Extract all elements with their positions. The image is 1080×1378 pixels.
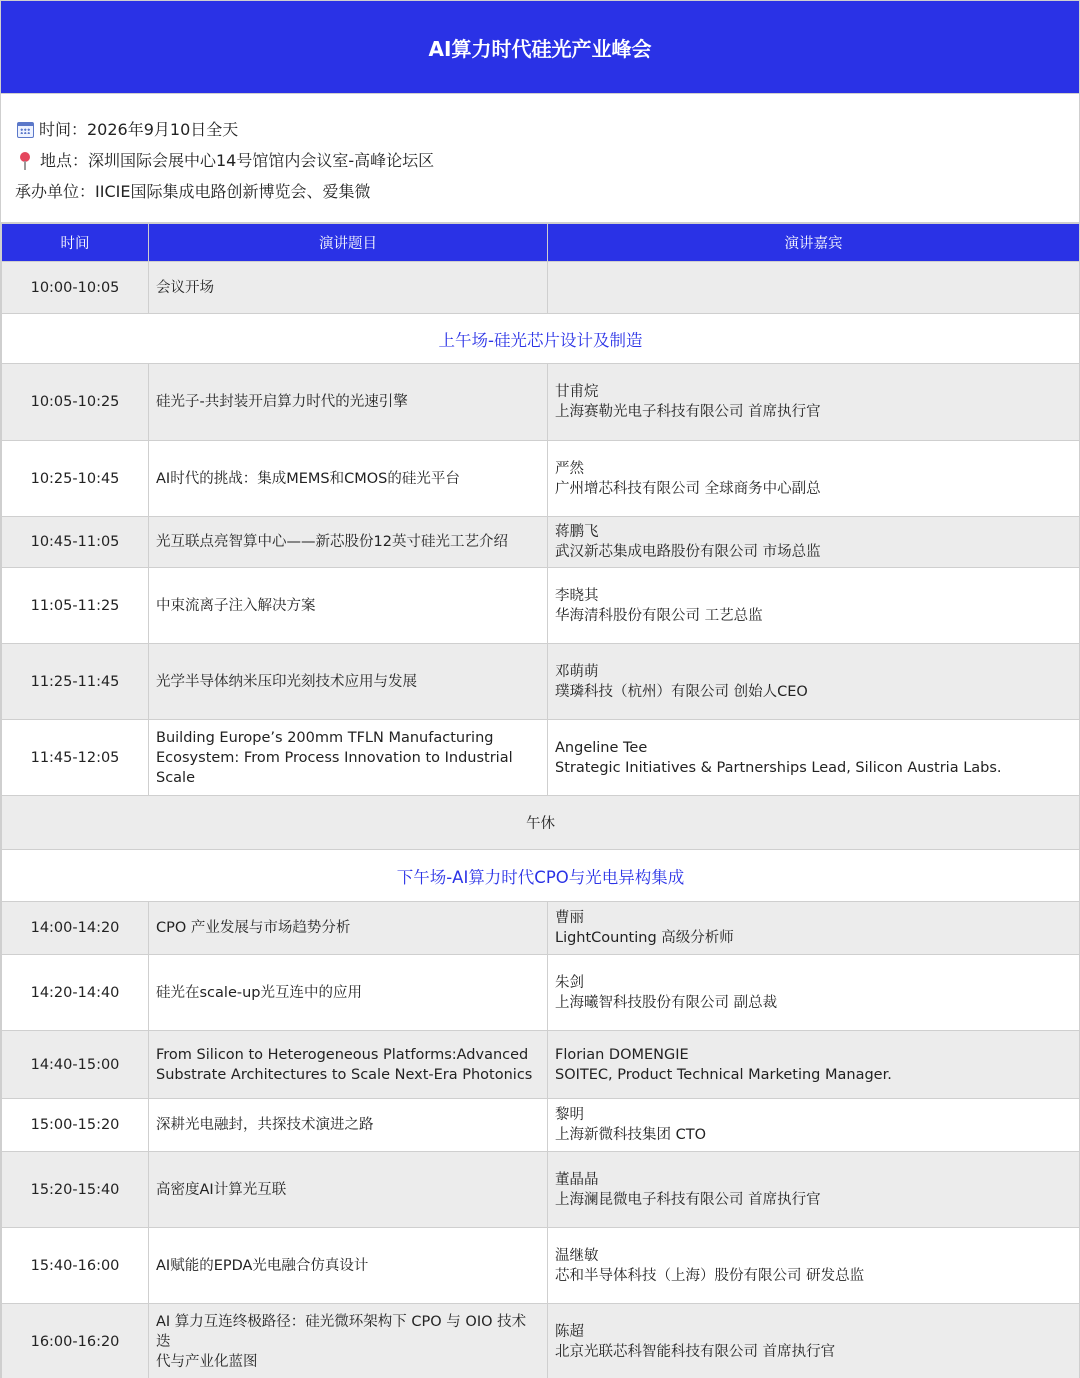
speaker-name: 董晶晶 (555, 1171, 599, 1188)
table-row (2, 1031, 1080, 1099)
speaker-name: 邓萌萌 (555, 663, 599, 680)
row-speaker (548, 955, 1080, 1031)
row-topic: CPO 产业发展与市场趋势分析 (149, 902, 548, 955)
row-speaker (548, 644, 1080, 720)
table-row (2, 1304, 1080, 1378)
table-row (2, 441, 1080, 517)
speaker-org: 璞璘科技（杭州）有限公司 创始人CEO (555, 683, 808, 700)
table-row (2, 1152, 1080, 1228)
speaker-name: 朱剑 (555, 974, 584, 991)
row-time: 10:00-10:05 (2, 262, 149, 314)
speaker-org: 北京光联芯科智能科技有限公司 首席执行官 (555, 1343, 836, 1360)
session-title-pm: 下午场-AI算力时代CPO与光电异构集成 (2, 850, 1080, 902)
speaker-name: 黎明 (555, 1107, 584, 1123)
row-speaker (548, 364, 1080, 441)
speaker-org: SOITEC, Product Technical Marketing Manager. (555, 1066, 892, 1083)
speaker-name: 蒋鹏飞 (555, 524, 599, 540)
row-time: 10:05-10:25 (2, 364, 149, 441)
row-speaker (548, 1228, 1080, 1304)
table-row (2, 517, 1080, 568)
lunch-break: 午休 (2, 796, 1080, 850)
row-time: 15:00-15:20 (2, 1099, 149, 1152)
speaker-org: 广州增芯科技有限公司 全球商务中心副总 (555, 480, 821, 497)
speaker-org: 芯和半导体科技（上海）股份有限公司 研发总监 (555, 1267, 865, 1284)
row-topic: 光学半导体纳米压印光刻技术应用与发展 (149, 644, 548, 720)
event-location (15, 150, 1065, 181)
speaker-name: Angeline Tee (555, 739, 648, 756)
table-row (2, 364, 1080, 441)
row-topic: 中束流离子注入解决方案 (149, 568, 548, 644)
row-speaker (548, 568, 1080, 644)
row-time: 10:45-11:05 (2, 517, 149, 568)
speaker-org: 上海曦智科技股份有限公司 副总裁 (555, 994, 778, 1011)
row-time: 11:45-12:05 (2, 720, 149, 796)
speaker-name: 甘甫烷 (555, 384, 599, 400)
row-topic: AI时代的挑战：集成MEMS和CMOS的硅光平台 (149, 441, 548, 517)
col-header-time: 时间 (2, 224, 149, 262)
table-header-row (2, 224, 1080, 262)
row-time: 16:00-16:20 (2, 1304, 149, 1378)
page-header (1, 1, 1079, 94)
speaker-name: Florian DOMENGIE (555, 1046, 689, 1063)
speaker-name: 陈超 (555, 1323, 584, 1340)
row-time: 15:20-15:40 (2, 1152, 149, 1228)
session-title-am: 上午场-硅光芯片设计及制造 (2, 314, 1080, 364)
speaker-org: LightCounting 高级分析师 (555, 930, 734, 946)
agenda-table (1, 223, 1080, 1378)
session-row (2, 850, 1080, 902)
table-row (2, 262, 1080, 314)
row-topic: AI赋能的EPDA光电融合仿真设计 (149, 1228, 548, 1304)
event-time (15, 119, 1065, 150)
speaker-name: 李晓其 (555, 587, 599, 604)
session-row (2, 314, 1080, 364)
calendar-icon (17, 122, 34, 138)
speaker-org: 上海新微科技集团 CTO (555, 1127, 707, 1143)
event-organizer-text: 承办单位：IICIE国际集成电路创新博览会、爱集微 (15, 182, 371, 201)
row-speaker (548, 262, 1080, 314)
table-row (2, 568, 1080, 644)
row-time: 11:05-11:25 (2, 568, 149, 644)
speaker-org: 华海清科股份有限公司 工艺总监 (555, 607, 763, 624)
row-speaker (548, 1304, 1080, 1378)
table-row (2, 720, 1080, 796)
row-speaker (548, 441, 1080, 517)
row-topic: 深耕光电融封，共探技术演进之路 (149, 1099, 548, 1152)
table-row (2, 1099, 1080, 1152)
page-title: AI算力时代硅光产业峰会 (428, 36, 652, 61)
speaker-org: 上海赛勒光电子科技有限公司 首席执行官 (555, 404, 821, 420)
table-row (2, 1228, 1080, 1304)
row-speaker (548, 517, 1080, 568)
row-time: 15:40-16:00 (2, 1228, 149, 1304)
row-topic (149, 1031, 548, 1099)
table-row (2, 644, 1080, 720)
event-location-text: 地点：深圳国际会展中心14号馆馆内会议室-高峰论坛区 (40, 151, 435, 170)
speaker-name: 严然 (555, 460, 584, 477)
topic-line-1: From Silicon to Heterogeneous Platforms:Advanced (156, 1046, 529, 1063)
row-speaker (548, 1031, 1080, 1099)
pin-icon (17, 151, 35, 171)
topic-line-2: 代与产业化蓝图 (156, 1353, 258, 1370)
row-topic: 光互联点亮智算中心——新芯股份12英寸硅光工艺介绍 (149, 517, 548, 568)
speaker-name: 曹丽 (555, 910, 584, 926)
row-time: 14:40-15:00 (2, 1031, 149, 1099)
col-header-speaker: 演讲嘉宾 (548, 224, 1080, 262)
speaker-org: Strategic Initiatives & Partnerships Lead, Silicon Austria Labs. (555, 759, 1002, 776)
col-header-topic: 演讲题目 (149, 224, 548, 262)
lunch-row (2, 796, 1080, 850)
row-topic (149, 720, 548, 796)
topic-line-1: Building Europe’s 200mm TFLN Manufacturing (156, 729, 494, 746)
row-speaker (548, 902, 1080, 955)
event-info (1, 94, 1079, 223)
event-organizer (15, 181, 1065, 212)
row-speaker (548, 720, 1080, 796)
row-topic (149, 1304, 548, 1378)
row-topic: 会议开场 (149, 262, 548, 314)
row-time: 11:25-11:45 (2, 644, 149, 720)
speaker-org: 武汉新芯集成电路股份有限公司 市场总监 (555, 544, 821, 560)
speaker-org: 上海澜昆微电子科技有限公司 首席执行官 (555, 1191, 821, 1208)
row-topic: 高密度AI计算光互联 (149, 1152, 548, 1228)
event-time-text: 时间：2026年9月10日全天 (39, 120, 239, 139)
row-topic: 硅光在scale-up光互连中的应用 (149, 955, 548, 1031)
table-row (2, 902, 1080, 955)
table-row (2, 955, 1080, 1031)
speaker-name: 温继敏 (555, 1247, 599, 1264)
row-time: 14:00-14:20 (2, 902, 149, 955)
row-topic: 硅光子-共封装开启算力时代的光速引擎 (149, 364, 548, 441)
topic-line-2: Substrate Architectures to Scale Next-Era Photonics (156, 1066, 533, 1083)
topic-line-2: Ecosystem: From Process Innovation to Industrial Scale (156, 749, 513, 786)
row-speaker (548, 1099, 1080, 1152)
row-speaker (548, 1152, 1080, 1228)
topic-line-1: AI 算力互连终极路径：硅光微环架构下 CPO 与 OIO 技术迭 (156, 1313, 527, 1350)
row-time: 14:20-14:40 (2, 955, 149, 1031)
row-time: 10:25-10:45 (2, 441, 149, 517)
